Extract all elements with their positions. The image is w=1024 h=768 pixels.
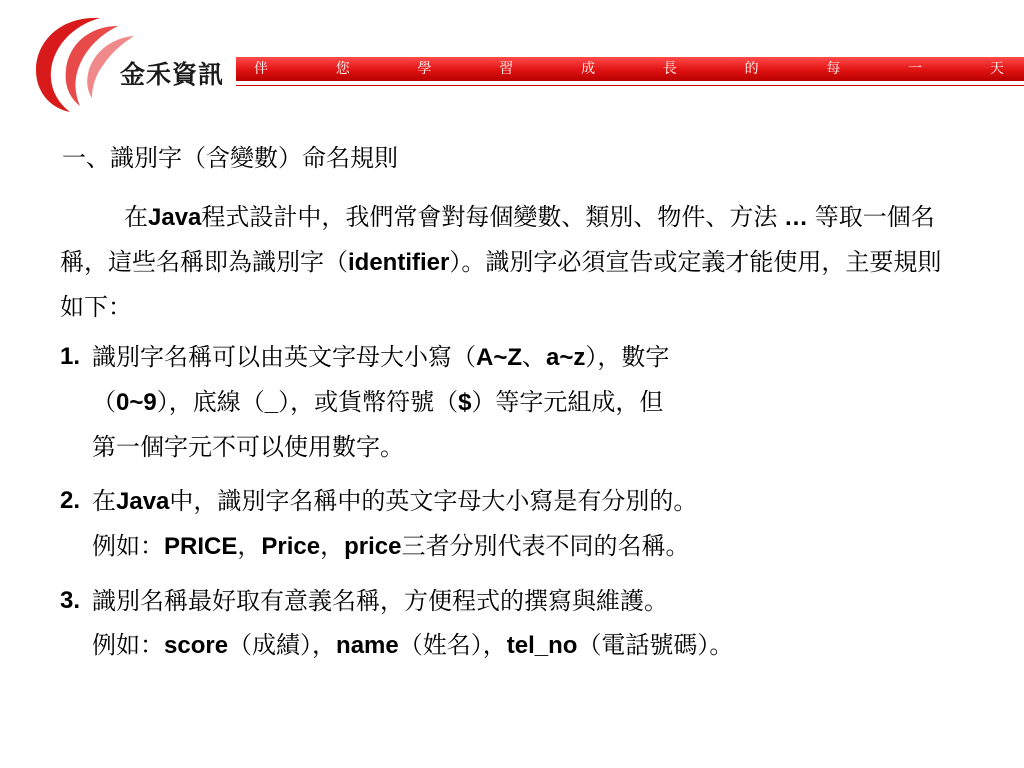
rule-text: （姓名）， — [398, 631, 507, 659]
slogan-char: 的 — [744, 61, 759, 77]
rule-text: （電話號碼）。 — [577, 631, 734, 659]
slogan-char: 長 — [662, 61, 677, 77]
rule-keyword: a~z — [546, 344, 586, 371]
rule-keyword: A~Z — [476, 344, 523, 371]
slogan-banner — [236, 57, 1024, 81]
rule-line — [92, 335, 952, 380]
intro-text: 程式設計中，我們常會對每個變數、類別、物件、方法 — [201, 203, 778, 231]
slogan-char: 成 — [581, 61, 596, 77]
rule-line — [92, 380, 952, 425]
rule-line — [92, 623, 952, 668]
rule-number: 2. — [60, 487, 81, 514]
rule-text: （ — [92, 388, 116, 416]
slogan-char: 每 — [826, 61, 841, 77]
rule-keyword: $ — [458, 389, 472, 416]
rule-keyword: score — [164, 632, 229, 659]
rule-keyword: price — [344, 533, 402, 560]
rule-text: 例如： — [92, 532, 164, 560]
rule-keyword: Price — [261, 533, 321, 560]
rule-line: 識別名稱最好取有意義名稱，方便程式的撰寫與維護。 — [92, 587, 668, 615]
intro-keyword: identifier — [348, 249, 450, 276]
slogan-char: 學 — [417, 61, 432, 77]
section-heading: 一、識別字（含變數）命名規則 — [62, 144, 398, 172]
intro-paragraph — [60, 195, 950, 329]
rule-text: 在 — [92, 487, 116, 515]
rule-keyword: tel_no — [506, 632, 578, 659]
intro-text: ）。識別字必須宣告或定義才能使用，主要規則如下： — [60, 248, 942, 321]
slide-content — [60, 138, 990, 678]
slogan-char: 伴 — [254, 61, 268, 77]
intro-text: 等取一個名稱，這些名稱即為識別字（ — [60, 203, 935, 276]
intro-keyword: Java — [148, 204, 202, 231]
rule-keyword: 0~9 — [116, 389, 157, 416]
slogan-char: 一 — [908, 61, 923, 77]
rule-line: 第一個字元不可以使用數字。 — [92, 433, 404, 461]
rule-line — [92, 479, 952, 524]
rule-number: 3. — [60, 587, 81, 614]
rule-text: 、 — [522, 343, 547, 371]
rule-item-3 — [60, 579, 952, 668]
rule-text: ， — [237, 532, 262, 560]
rule-item-2 — [60, 479, 952, 569]
rule-keyword: PRICE — [164, 533, 238, 560]
slogan-char: 天 — [989, 61, 1004, 77]
rule-text: 三者分別代表不同的名稱。 — [401, 532, 690, 560]
rule-text: ），數字 — [585, 343, 670, 371]
rule-text: ），底線（ — [156, 388, 265, 416]
rule-text: ， — [320, 532, 345, 560]
intro-ellipsis: … — [777, 204, 815, 231]
intro-text: 在 — [124, 203, 148, 231]
rule-text: ）等字元組成，但 — [471, 388, 664, 416]
rule-text: ），或貨幣符號（ — [278, 388, 459, 416]
rule-text: 中，識別字名稱中的英文字母大小寫是有分別的。 — [169, 487, 698, 515]
rule-text: 例如： — [92, 631, 164, 659]
slogan — [236, 57, 1004, 81]
rule-keyword: Java — [116, 488, 170, 515]
rule-text: 識別字名稱可以由英文字母大小寫（ — [92, 343, 476, 371]
rule-number: 1. — [60, 343, 81, 370]
rule-keyword: name — [336, 632, 399, 659]
banner-underline — [236, 85, 1024, 86]
slogan-char: 您 — [335, 61, 350, 77]
rule-text: （成績）， — [228, 631, 337, 659]
rule-item-1 — [60, 335, 952, 469]
slogan-char: 習 — [499, 61, 514, 77]
brand-name: 金禾資訊 — [120, 60, 225, 89]
rule-keyword: _ — [264, 389, 279, 416]
rule-line — [92, 524, 952, 569]
